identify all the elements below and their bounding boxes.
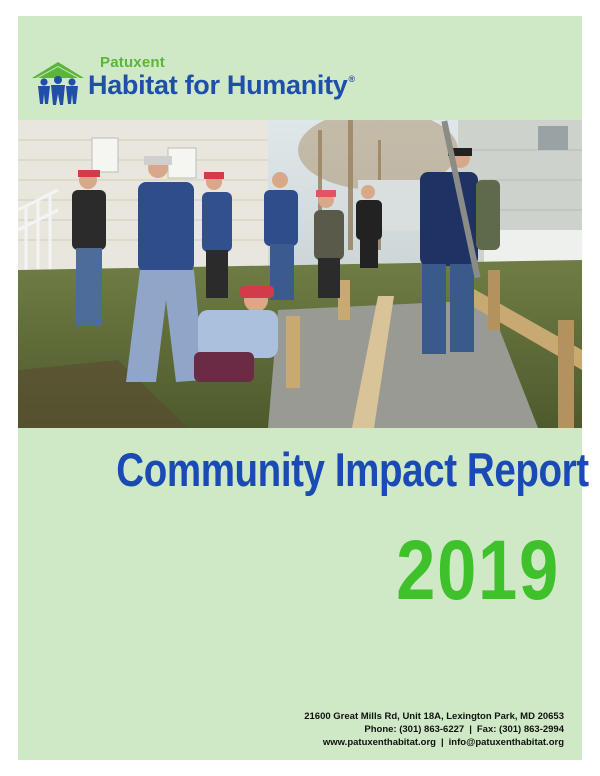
logo-brand-text: Habitat for Humanity [88,70,348,100]
contact-address: 21600 Great Mills Rd, Unit 18A, Lexington Park, MD 20653 [304,711,564,722]
contact-web-email-line [304,736,564,749]
report-cover [18,16,589,760]
contact-email: info@patuxenthabitat.org [448,737,564,748]
logo-brand-name [88,70,355,101]
habitat-house-people-icon [30,60,86,106]
contact-phone: Phone: (301) 863-6227 [364,724,465,735]
volunteers-building-ramp-photo [18,120,582,428]
contact-block [304,710,564,749]
contact-phone-fax-line [304,723,564,736]
cover-photo [18,120,582,428]
separator: | [440,737,444,748]
separator: | [469,724,472,735]
contact-website: www.patuxenthabitat.org [322,737,436,748]
registered-mark: ® [348,74,355,84]
report-year: 2019 [396,523,560,617]
logo-affiliate-name: Patuxent [100,54,165,71]
report-title: Community Impact Report [116,443,589,496]
contact-fax: Fax: (301) 863-2994 [476,724,564,735]
habitat-logo [30,50,410,110]
